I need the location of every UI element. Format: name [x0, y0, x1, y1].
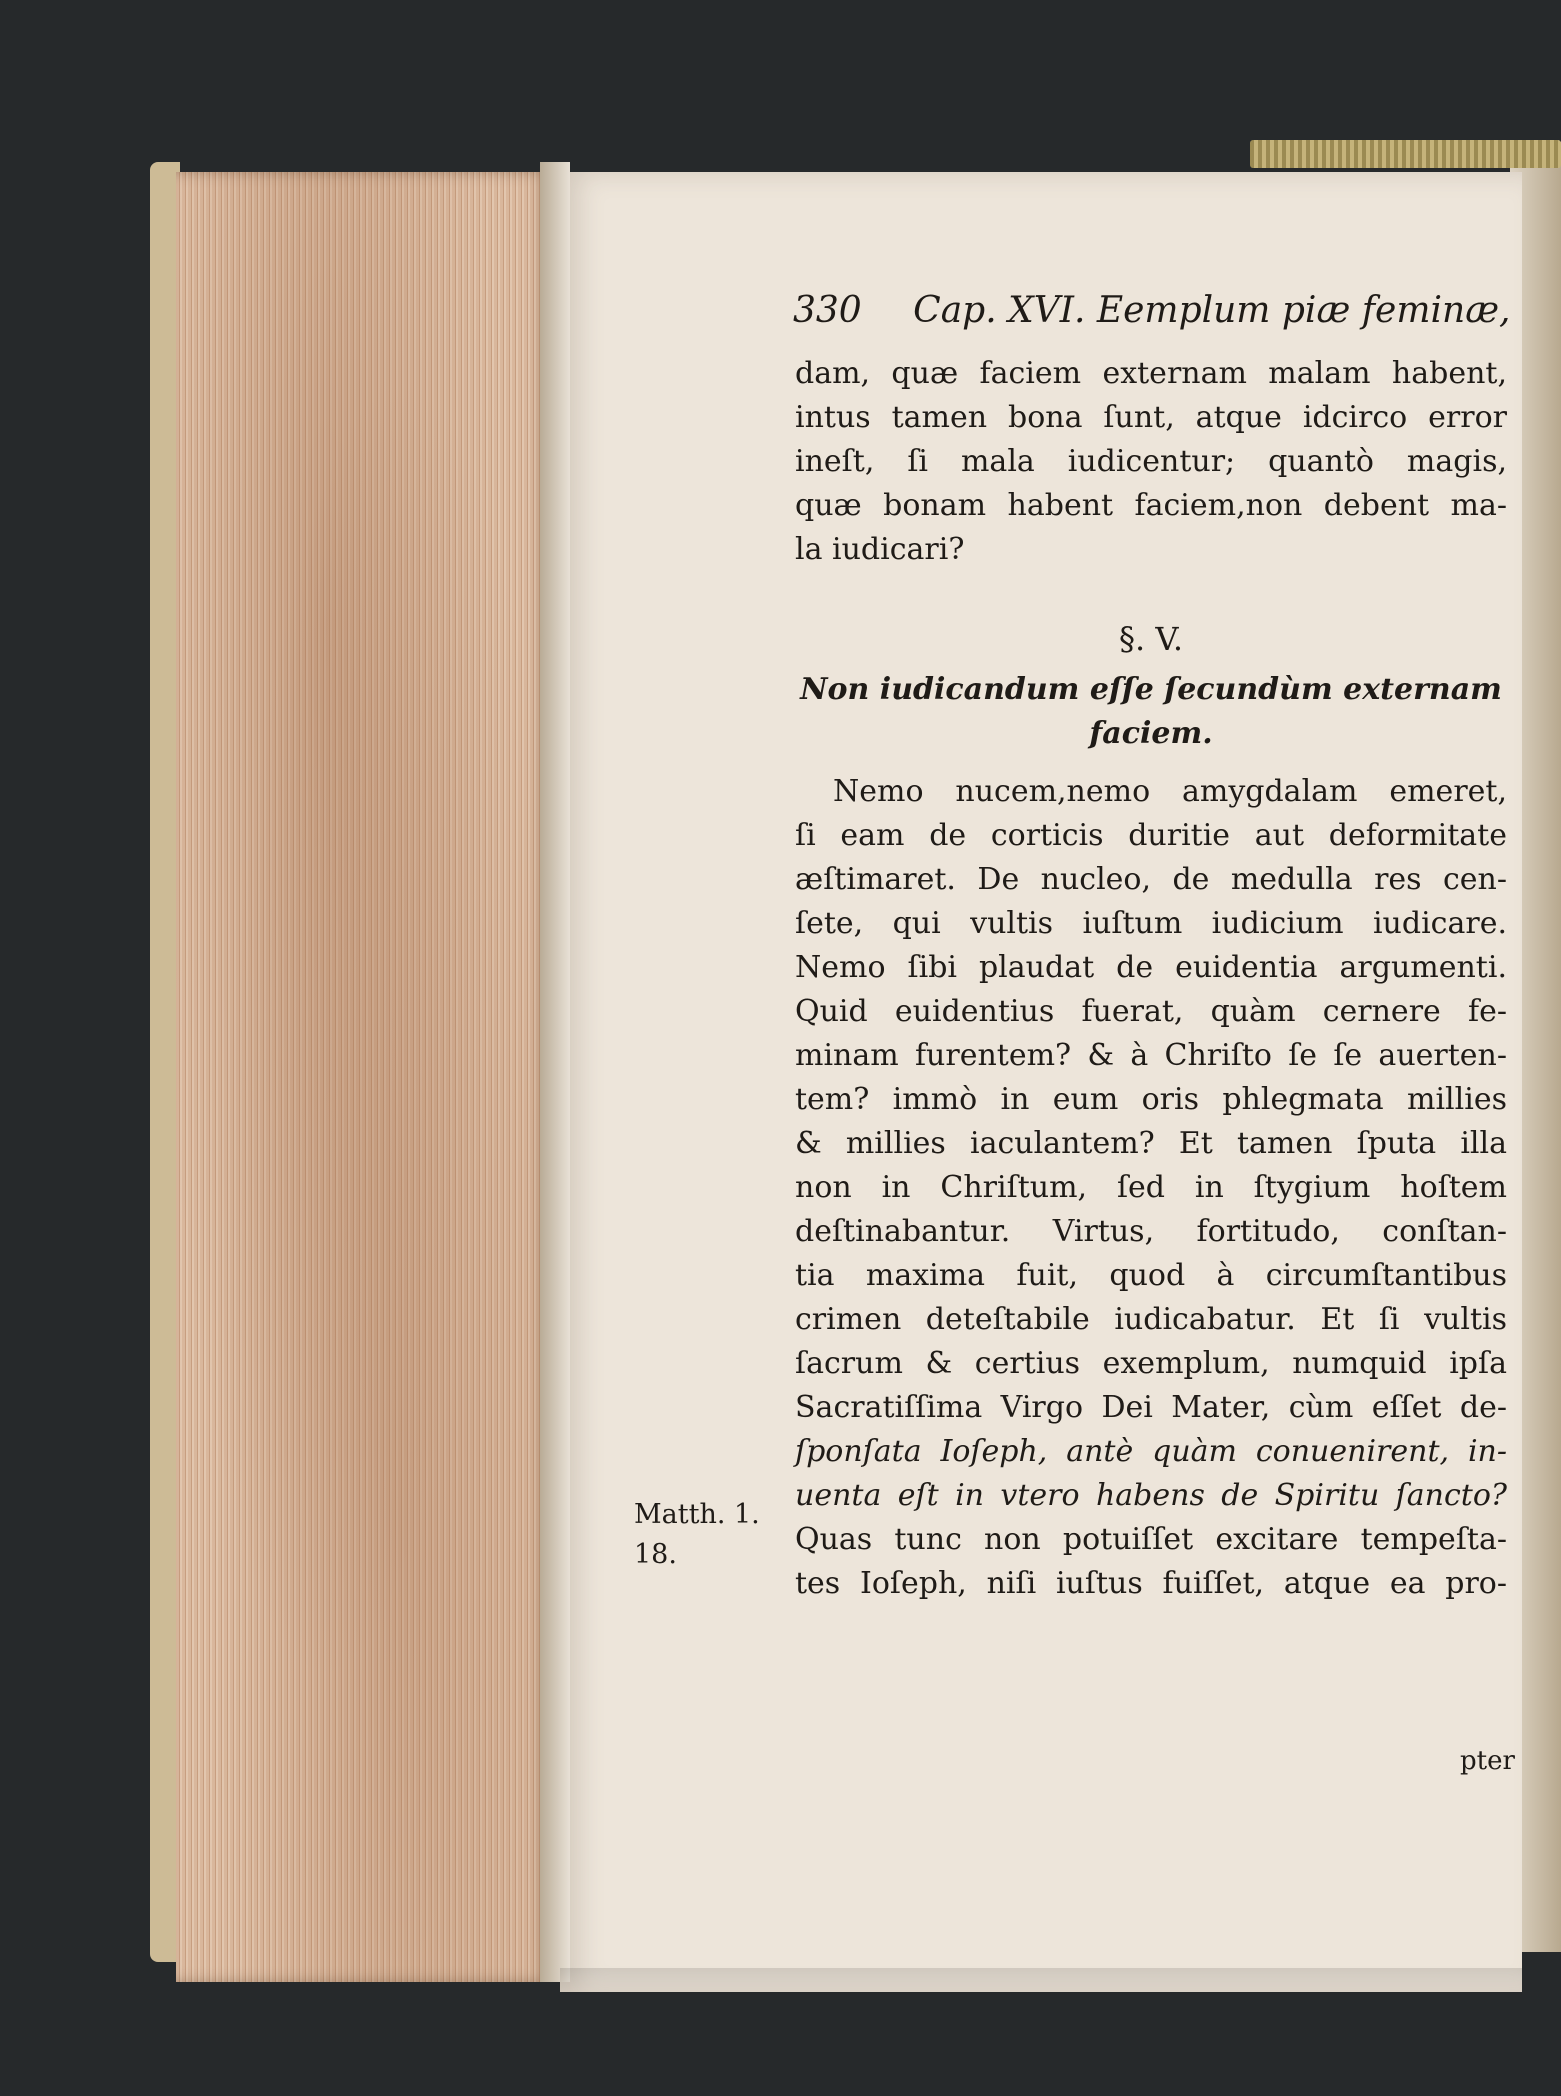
text-line: Quas tunc non potuiſſet excitare tempeſta-	[795, 1522, 1507, 1557]
margin-reference-line: 18.	[634, 1539, 677, 1570]
running-head-title: Cap. XVI. Eemplum piæ feminæ,	[913, 290, 1511, 331]
text-line: Nemo ſibi plaudat de euidentia argumenti.	[795, 950, 1507, 985]
page-number: 330	[793, 290, 862, 331]
paragraph-2	[795, 770, 1507, 1606]
page-gutter	[540, 162, 570, 1982]
book-headband	[1250, 140, 1561, 168]
section-title	[795, 668, 1507, 756]
text-line: Sacratiſſima Virgo Dei Mater, cùm eſſet de-	[795, 1390, 1507, 1425]
text-line: dam, quæ faciem externam malam habent,	[795, 356, 1507, 391]
text-line: ineſt, ſi mala iudicentur; quantò magis,	[795, 444, 1507, 479]
section-title-line: Non iudicandum eſſe ſecundùm externam	[800, 672, 1502, 707]
text-line: ſacrum & certius exemplum, numquid ipſa	[795, 1346, 1507, 1381]
text-line: Quid euidentius fuerat, quàm cernere fe-	[795, 994, 1507, 1029]
text-line: ſete, qui vultis iuſtum iudicium iudicare.	[795, 906, 1507, 941]
page-bottom-shadow	[560, 1968, 1522, 1998]
text-line: non in Chriſtum, ſed in ſtygium hoſtem	[795, 1170, 1507, 1205]
text-line: quæ bonam habent faciem,non debent ma-	[795, 488, 1507, 523]
catchword: pter	[1460, 1746, 1515, 1776]
section-number: §. V.	[1118, 620, 1184, 658]
text-line: tia maxima fuit, quod à circumſtantibus	[795, 1258, 1507, 1293]
text-line: Nemo nucem,nemo amygdalam emeret,	[833, 774, 1507, 809]
section-title-line: faciem.	[1089, 716, 1213, 751]
text-line: æſtimaret. De nucleo, de medulla res cen-	[795, 862, 1507, 897]
text-line: ſponſata Ioſeph, antè quàm conuenirent, in-	[795, 1434, 1507, 1469]
text-line: la iudicari?	[795, 532, 965, 567]
text-line: tem? immò in eum oris phlegmata millies	[795, 1082, 1507, 1117]
margin-reference-line: Matth. 1.	[634, 1499, 760, 1530]
text-line: uenta eſt in vtero habens de Spiritu ſancto?	[795, 1478, 1507, 1513]
text-line: deſtinabantur. Virtus, fortitudo, conſtan-	[795, 1214, 1507, 1249]
text-line: & millies iaculantem? Et tamen ſputa illa	[795, 1126, 1507, 1161]
page-block-fore-edge	[176, 172, 552, 1982]
running-head	[793, 290, 1510, 331]
margin-reference	[634, 1495, 760, 1575]
paragraph-1	[795, 352, 1507, 572]
text-line: crimen deteſtabile iudicabatur. Et ſi vultis	[795, 1302, 1507, 1337]
text-line: tes Ioſeph, niſi iuſtus fuiſſet, atque ea pro-	[795, 1566, 1507, 1601]
text-line: intus tamen bona ſunt, atque idcirco error	[795, 400, 1507, 435]
text-line: minam furentem? & à Chriſto ſe ſe auerten-	[795, 1038, 1507, 1073]
text-line: ſi eam de corticis duritie aut deformitate	[795, 818, 1507, 853]
